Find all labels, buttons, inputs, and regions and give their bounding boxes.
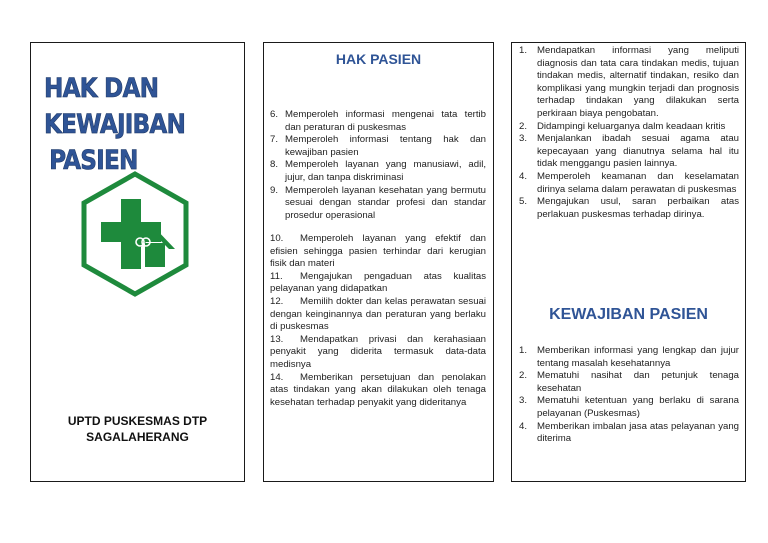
list-item: 6. Memperoleh informasi mengenai tata tertib dan peraturan di puskesmas: [270, 109, 486, 133]
organization-name: [31, 413, 244, 445]
brochure-title: [44, 71, 216, 179]
kewajiban-pasien-list: [519, 345, 739, 446]
title-line-2: PASIEN: [49, 145, 138, 176]
list-item: 3. Menjalankan ibadah sesuai agama atau kepecayaan yang dianutnya selama hal itu tidak menggangu pasien lainnya.: [519, 133, 739, 170]
hak-kewajiban-panel: [511, 42, 746, 482]
list-item: 14. Memberikan persetujuan dan penolakan atas tindakan yang akan dilakukan oleh tenaga kesehatan terhadap penyakit yang dideritanya: [270, 371, 486, 408]
cover-panel: [30, 42, 245, 482]
list-item: 10. Memperoleh layanan yang efektif dan efisien sehingga pasien terhindar dari kerugian fisik dan materi: [270, 233, 486, 270]
org-line-1: UPTD PUSKESMAS DTP: [67, 414, 208, 428]
puskesmas-logo-icon: [79, 171, 191, 297]
list-item: 12. Memilih dokter dan kelas perawatan sesuai dengan keinginannya dan peraturan yang berlaku di puskesmas: [270, 295, 486, 333]
org-line-2: SAGALAHERANG: [86, 430, 189, 444]
list-item: 4. Memberikan imbalan jasa atas pelayanan yang diterima: [519, 420, 739, 445]
list-item: 2. Didampingi keluarganya dalm keadaan kritis: [519, 120, 726, 132]
list-item: 7. Memperoleh informasi tentang hak dan kewajiban pasien: [270, 134, 486, 158]
list-item: 4. Memperoleh keamanan dan keselamatan dirinya selama dalam perawatan di puskesmas: [519, 170, 739, 195]
list-item: 1. Memberikan informasi yang lengkap dan jujur tentang masalah kesehatannya: [519, 345, 739, 369]
list-item: 3. Mematuhi ketentuan yang berlaku di sarana pelayanan (Puskesmas): [519, 395, 739, 419]
list-item: 1. Mendapatkan informasi yang meliputi diagnosis dan tata cara tindakan medis, tujuan tindakan medis, alternatif tindakan, resiko dan komplikasi yang mungkin terjadi dan prognosis terhadap tindakan yang dilakukan serta perkiraan biaya pengobatan.: [519, 45, 739, 119]
hak-pasien-heading: HAK PASIEN: [335, 51, 422, 67]
hak-pasien-panel: [263, 42, 494, 482]
hak-pasien-list: [270, 109, 486, 222]
list-item: 11. Mengajukan pengaduan atas kualitas pelayanan yang didapatkan: [270, 270, 486, 295]
list-item: 13. Mendapatkan privasi dan kerahasiaan penyakit yang diderita termasuk data-data medisnya: [270, 333, 486, 370]
title-line-1: HAK DAN KEWAJIBAN: [44, 73, 186, 140]
kewajiban-pasien-heading: KEWAJIBAN PASIEN: [549, 306, 708, 323]
list-item: 5. Mengajukan usul, saran perbaikan atas perlakuan puskesmas terhadap dirinya.: [519, 196, 739, 220]
hak-pasien-list-continued: [270, 233, 486, 409]
list-item: 9. Memperoleh layanan kesehatan yang bermutu sesuai dengan standar profesi dan standar prosedur operasional: [270, 184, 486, 221]
hak-pasien-list-part-1: [519, 45, 739, 221]
list-item: 8. Memperoleh layanan yang manusiawi, adil, jujur, dan tanpa diskriminasi: [270, 159, 486, 183]
list-item: 2. Mematuhi nasihat dan petunjuk tenaga kesehatan: [519, 370, 739, 394]
